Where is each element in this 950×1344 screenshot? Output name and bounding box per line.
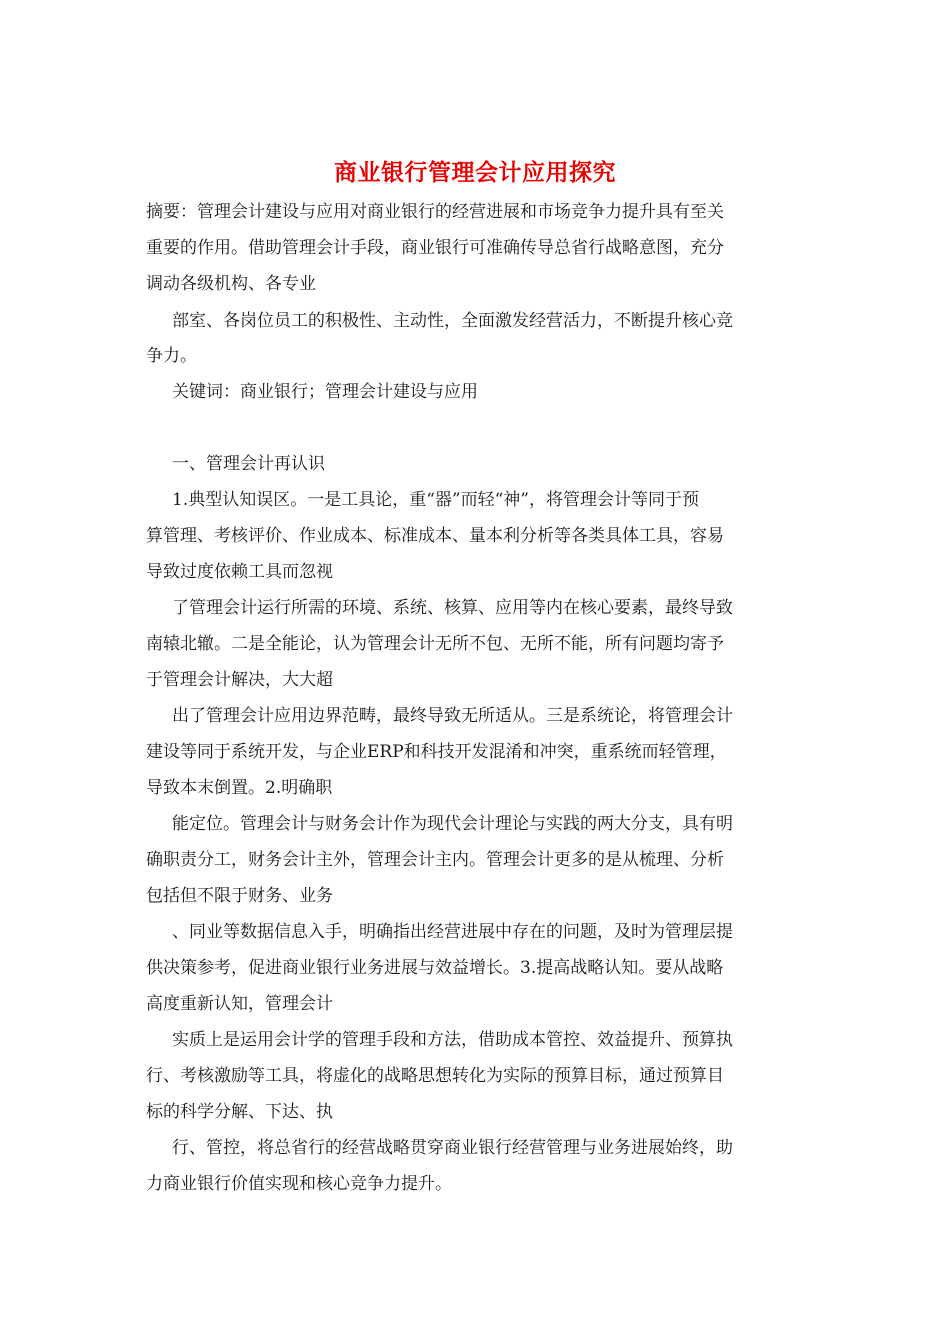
body-line: 建设等同于系统开发，与企业ERP和科技开发混淆和冲突，重系统而轻管理， [146,742,727,762]
body-line: 高度重新认知，管理会计 [146,994,333,1014]
body-line: 导致本末倒置。2.明确职 [146,778,333,798]
abstract-line: 调动各级机构、各专业 [146,274,316,294]
body-line: 标的科学分解、下达、执 [146,1102,333,1122]
abstract-line: 部室、各岗位员工的积极性、主动性，全面激发经营活力，不断提升核心竞 [172,311,733,331]
body-line: 实质上是运用会计学的管理手段和方法，借助成本管控、效益提升、预算执 [172,1030,733,1050]
abstract-line: 争力。 [146,346,197,366]
body-line: 、同业等数据信息入手，明确指出经营进展中存在的问题，及时为管理层提 [172,922,733,942]
body-line: 行、管控，将总省行的经营战略贯穿商业银行经营管理与业务进展始终，助 [172,1138,733,1158]
section-heading: 一、管理会计再认识 [172,454,325,474]
body-line: 确职责分工，财务会计主外，管理会计主内。管理会计更多的是从梳理、分析 [146,850,724,870]
body-line: 1.典型认知误区。一是工具论，重“器”而轻“神”，将管理会计等同于预 [172,490,699,510]
body-line: 于管理会计解决，大大超 [146,670,333,690]
abstract-line: 重要的作用。借助管理会计手段，商业银行可准确传导总省行战略意图，充分 [146,238,724,258]
keywords-line: 关键词：商业银行；管理会计建设与应用 [172,382,478,402]
body-line: 力商业银行价值实现和核心竞争力提升。 [146,1174,452,1194]
body-line: 供决策参考，促进商业银行业务进展与效益增长。3.提高战略认知。要从战略 [146,958,724,978]
abstract-line: 摘要：管理会计建设与应用对商业银行的经营进展和市场竞争力提升具有至关 [146,202,724,222]
body-line: 行、考核激励等工具，将虚化的战略思想转化为实际的预算目标，通过预算目 [146,1066,724,1086]
page-title: 商业银行管理会计应用探究 [334,159,616,186]
body-line: 南辕北辙。二是全能论，认为管理会计无所不包、无所不能，所有问题均寄予 [146,634,724,654]
body-line: 了管理会计运行所需的环境、系统、核算、应用等内在核心要素，最终导致 [172,598,733,618]
body-line: 能定位。管理会计与财务会计作为现代会计理论与实践的两大分支，具有明 [172,814,733,834]
body-line: 导致过度依赖工具而忽视 [146,562,333,582]
body-line: 出了管理会计应用边界范畴，最终导致无所适从。三是系统论，将管理会计 [172,706,733,726]
body-line: 算管理、考核评价、作业成本、标准成本、量本利分析等各类具体工具，容易 [146,526,724,546]
body-line: 包括但不限于财务、业务 [146,886,333,906]
